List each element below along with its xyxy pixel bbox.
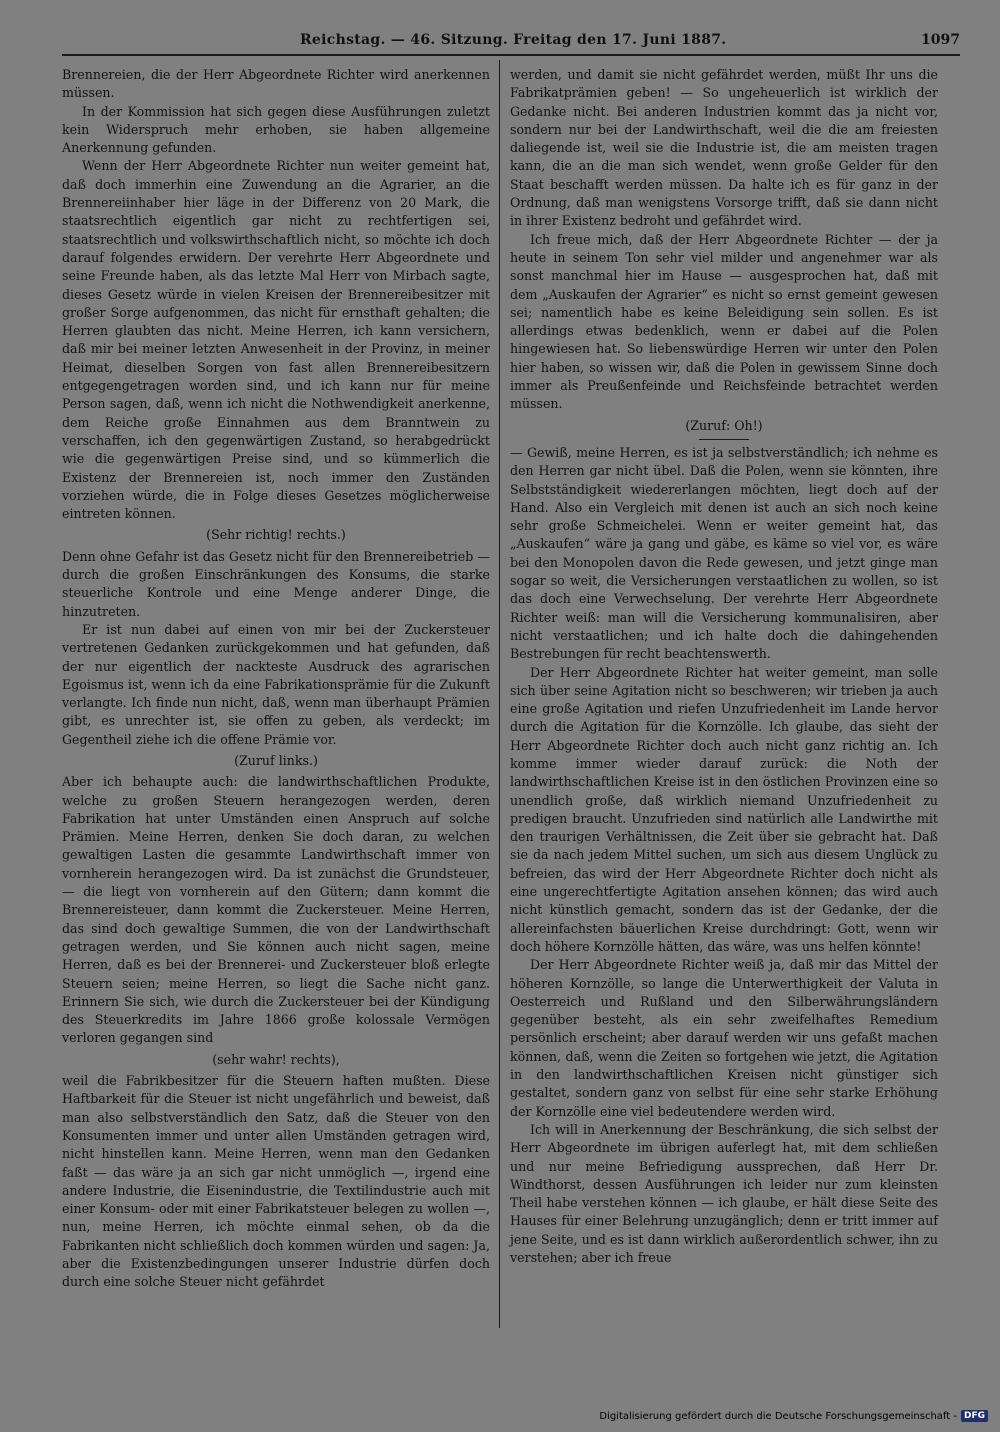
separator-line [699,439,749,440]
interjection: (Sehr richtig! rechts.) [206,527,346,543]
running-title: Reichstag. — 46. Sitzung. Freitag den 17. Juni 1887. [300,32,727,48]
right-column [510,66,938,1267]
paragraph: Wenn der Herr Abgeordnete Richter nun weiter gemeint hat, daß doch immerhin eine Zuwendung an die Agrarier, an die Brennereiinhaber hier läge in der Differenz von 20 Mark, die staatsrechtlich eigentlich gar nicht zu rechtfertigen sei, staatsrechtlich und volkswirthschaftlich nicht, so möchte ich doch darauf folgendes erwidern. Der verehrte Herr Abgeordnete und seine Freunde haben, als das letzte Mal Herr von Mirbach sagte, dieses Gesetz würde in vielen Kreisen der Brennereibesitzer mit großer Sorge aufgenommen, das nicht für ernsthaft gehalten; die Herren glaubten das nicht. Meine Herren, ich kann versichern, daß mir bei meiner letzten Anwesenheit in der Provinz, in meiner Heimat, dieselben Sorgen von fast allen Brennereibesitzern entgegengetragen worden sind, und ich kann nur für meine Person sagen, daß, wenn ich nicht die Nothwendigkeit anerkenne, dem Reiche große Einnahmen aus dem Branntwein zu verschaffen, ich den gegenwärtigen Zustand, so herabgedrückt wie die gegenwärtigen Preise sind, und so kümmerlich die Existenz der Brennereien ist, noch immer den Zuständen vorziehen würde, die in Folge dieses Gesetzes möglicherweise eintreten können. [62,158,490,522]
paragraph: weil die Fabrikbesitzer für die Steuern haften mußten. Diese Haftbarkeit für die Steuer ist nicht ungefährlich und beweist, daß man also selbstverständlich den Satz, daß die Steuer von den Konsumenten immer und unter allen Umständen getragen wird, nicht hinstellen kann. Meine Herren, wenn man den Gedanken faßt — das wäre ja an sich gar nicht unmöglich —, irgend eine andere Industrie, die Eisenindustrie, die Textilindustrie auch mit einer Konsum- oder mit einer Fabrikatsteuer belegen zu wollen —, nun, meine Herren, ich möchte einmal sehen, ob da die Fabrikanten nicht schließlich doch kommen würden und sagen: Ja, aber die Existenzbedingungen unserer Industrie dürfen doch durch eine solche Steuer nicht gefährdet [62,1073,490,1290]
paragraph: Der Herr Abgeordnete Richter hat weiter gemeint, man solle sich über seine Agitation nicht so beschweren; wir trieben ja auch eine große Agitation und riefen Unzufriedenheit im Lande hervor durch die Agitation für die Kornzölle. Ich glaube, das sieht der Herr Abgeordnete Richter doch auch nicht ganz richtig an. Ich komme immer wieder darauf zurück: die Noth der landwirthschaftlichen Kreise ist in den östlichen Provinzen eine so unendlich große, daß wirklich niemand Unzufriedenheit zu predigen braucht. Unzufrieden sind natürlich alle Landwirthe mit den traurigen Verhältnissen, die Zeit über sie gebracht hat. Daß sie da nach jedem Mittel suchen, um sich aus diesem Unglück zu befreien, das wird der Herr Abgeordnete Richter doch nicht als eine ungerechtfertigte Agitation ansehen können; das wird auch nicht künstlich gemacht, sondern das ist der Gedanke, der die allereinfachsten bäuerlichen Kreise durchdringt: Gott, wenn wir doch höhere Kornzölle hätten, das wäre, was uns helfen könnte! [510,664,938,954]
paragraph: Der Herr Abgeordnete Richter weiß ja, daß mir das Mittel der höheren Kornzölle, so lange die Unterwerthigkeit der Valuta in Oesterreich und Rußland und den Silberwährungsländern gegenüber besteht, als ein sehr zweifelhaftes Remedium persönlich erscheint; aber darauf werden wir uns gefaßt machen können, daß, wenn die Zeiten so fortgehen wie jetzt, die Agitation in den landwirthschaftlichen Kreisen nicht günstiger sich gestaltet, sondern ganz von selbst für eine sehr starke Erhöhung der Kornzölle eine viel bedeutendere werden wird. [510,957,938,1119]
column-divider [499,60,500,1328]
paragraph: Aber ich behaupte auch: die landwirthschaftlichen Produkte, welche zu großen Steuern herangezogen werden, deren Fabrikation hat unter Umständen einen Anspruch auf solche Prämien. Meine Herren, denken Sie doch daran, zu welchen gewaltigen Lasten die gesammte Landwirthschaft immer von vornherein herangezogen wird. Da ist zunächst die Grundsteuer, — die liegt von vornherein auf den Gütern; dann kommt die Brennereisteuer, dann kommt die Zuckersteuer. Meine Herren, das sind doch gewaltige Summen, die von der Landwirthschaft getragen werden, und Sie können auch nicht sagen, meine Herren, daß es bei der Brennerei- und Zuckersteuer bloß erlegte Steuern seien; meine Herren, so liegt die Sache nicht ganz. Erinnern Sie sich, wie durch die Zuckersteuer bei der Kündigung des Steuerkredits im Jahre 1866 große kolossale Vermögen verloren gegangen sind [62,774,490,1046]
page-header [62,30,960,54]
footer-text: Digitalisierung gefördert durch die Deutsche Forschungsgemeinschaft - [599,1410,957,1422]
footer-credit [599,1410,988,1422]
paragraph: Ich will in Anerkennung der Beschränkung, die sich selbst der Herr Abgeordnete im übrigen auferlegt hat, mit dem schließen und nur meine Befriedigung aussprechen, daß Herr Dr. Windthorst, dessen Ausführungen ich leider nur zum kleinsten Theil habe verstehen können — ich glaube, er hält diese Seite des Hauses für einer Belehrung unzugänglich; denn er tritt immer auf jene Seite, und es ist dann wirklich außerordentlich schwer, ihn zu verstehen; aber ich freue [510,1121,938,1265]
paragraph: werden, und damit sie nicht gefährdet werden, müßt Ihr uns die Fabrikatprämien geben! — So ungeheuerlich ist wirklich der Gedanke nicht. Bei anderen Industrien kommt das ja nicht vor, sondern nur bei der Landwirthschaft, weil die die am freiesten daliegende ist, weil sie die Industrie ist, die am meisten tragen kann, die an die man sich wendet, wenn große Gelder für den Staat beschafft werden müssen. Da halte ich es für ganz in der Ordnung, daß man wenigstens Vorsorge trifft, daß sie dann nicht in ihrer Existenz bedroht und gefährdet wird. [510,67,938,229]
paragraph: Er ist nun dabei auf einen von mir bei der Zuckersteuer vertretenen Gedanken zurückgekommen und hat gefunden, daß der nur eigentlich der nackteste Ausdruck des agrarischen Egoismus ist, wenn ich da eine Fabrikationsprämie für die Zukunft verlangte. Ich finde nun nicht, daß, wenn man überhaupt Prämien gibt, es unrechter ist, sie offen zu geben, als verdeckt; im Gegentheil ziehe ich die offene Prämie vor. [62,621,490,747]
paragraph: Denn ohne Gefahr ist das Gesetz nicht für den Brennereibetrieb — durch die großen Einschränkungen des Konsums, die starke steuerliche Kontrole und eine Menge anderer Dinge, die hinzutreten. [62,548,490,619]
paragraph: Brennereien, die der Herr Abgeordnete Richter wird anerkennen müssen. [62,67,490,101]
interjection: (Zuruf links.) [234,752,318,768]
paragraph: In der Kommission hat sich gegen diese Ausführungen zuletzt kein Widerspruch mehr erhoben, sie haben allgemeine Anerkennung gefunden. [62,103,490,156]
header-rule [62,54,960,56]
left-column [62,66,490,1292]
interjection: (Zuruf: Oh!) [685,417,763,433]
paragraph: — Gewiß, meine Herren, es ist ja selbstverständlich; ich nehme es den Herren gar nicht übel. Daß die Polen, wenn sie könnten, ihre Selbstständigkeit wiedererlangen möchten, liegt doch auf der Hand. Also ein Vergleich mit denen ist auch an sich noch keine sehr große Schmeichelei. Wenn er weiter gemeint hat, das „Auskaufen“ wäre ja gang und gäbe, es käme so viel vor, es wäre bei den Monopolen davon die Rede gewesen, und jetzt ginge man sogar so weit, die Versicherungen verstaatlichen zu wollen, so ist das doch eine Verwechselung. Der verehrte Herr Abgeordnete Richter weiß: man will die Versicherung kommunalisiren, aber nicht verstaatlichen; und ich halte doch die dahingehenden Bestrebungen für recht beachtenswerth. [510,444,938,662]
page-number: 1097 [921,32,960,48]
paragraph: Ich freue mich, daß der Herr Abgeordnete Richter — der ja heute in seinem Ton sehr viel milder und angenehmer war als sonst manchmal hier im Hause — ausgesprochen hat, daß mit dem „Auskaufen der Agrarier“ es nicht so ernst gemeint gewesen sei; namentlich habe es keine Beleidigung sein sollen. Es ist allerdings etwas bedenklich, wenn er dabei auf die Polen hingewiesen hat. So liebenswürdige Herren wir unter den Polen hier haben, so wissen wir, daß die Polen in gewissem Sinne doch immer als Preußenfeinde und Reichsfeinde betrachtet werden müssen. [510,231,938,412]
dfg-logo: DFG [961,1410,988,1422]
interjection: (sehr wahr! rechts), [212,1051,340,1067]
